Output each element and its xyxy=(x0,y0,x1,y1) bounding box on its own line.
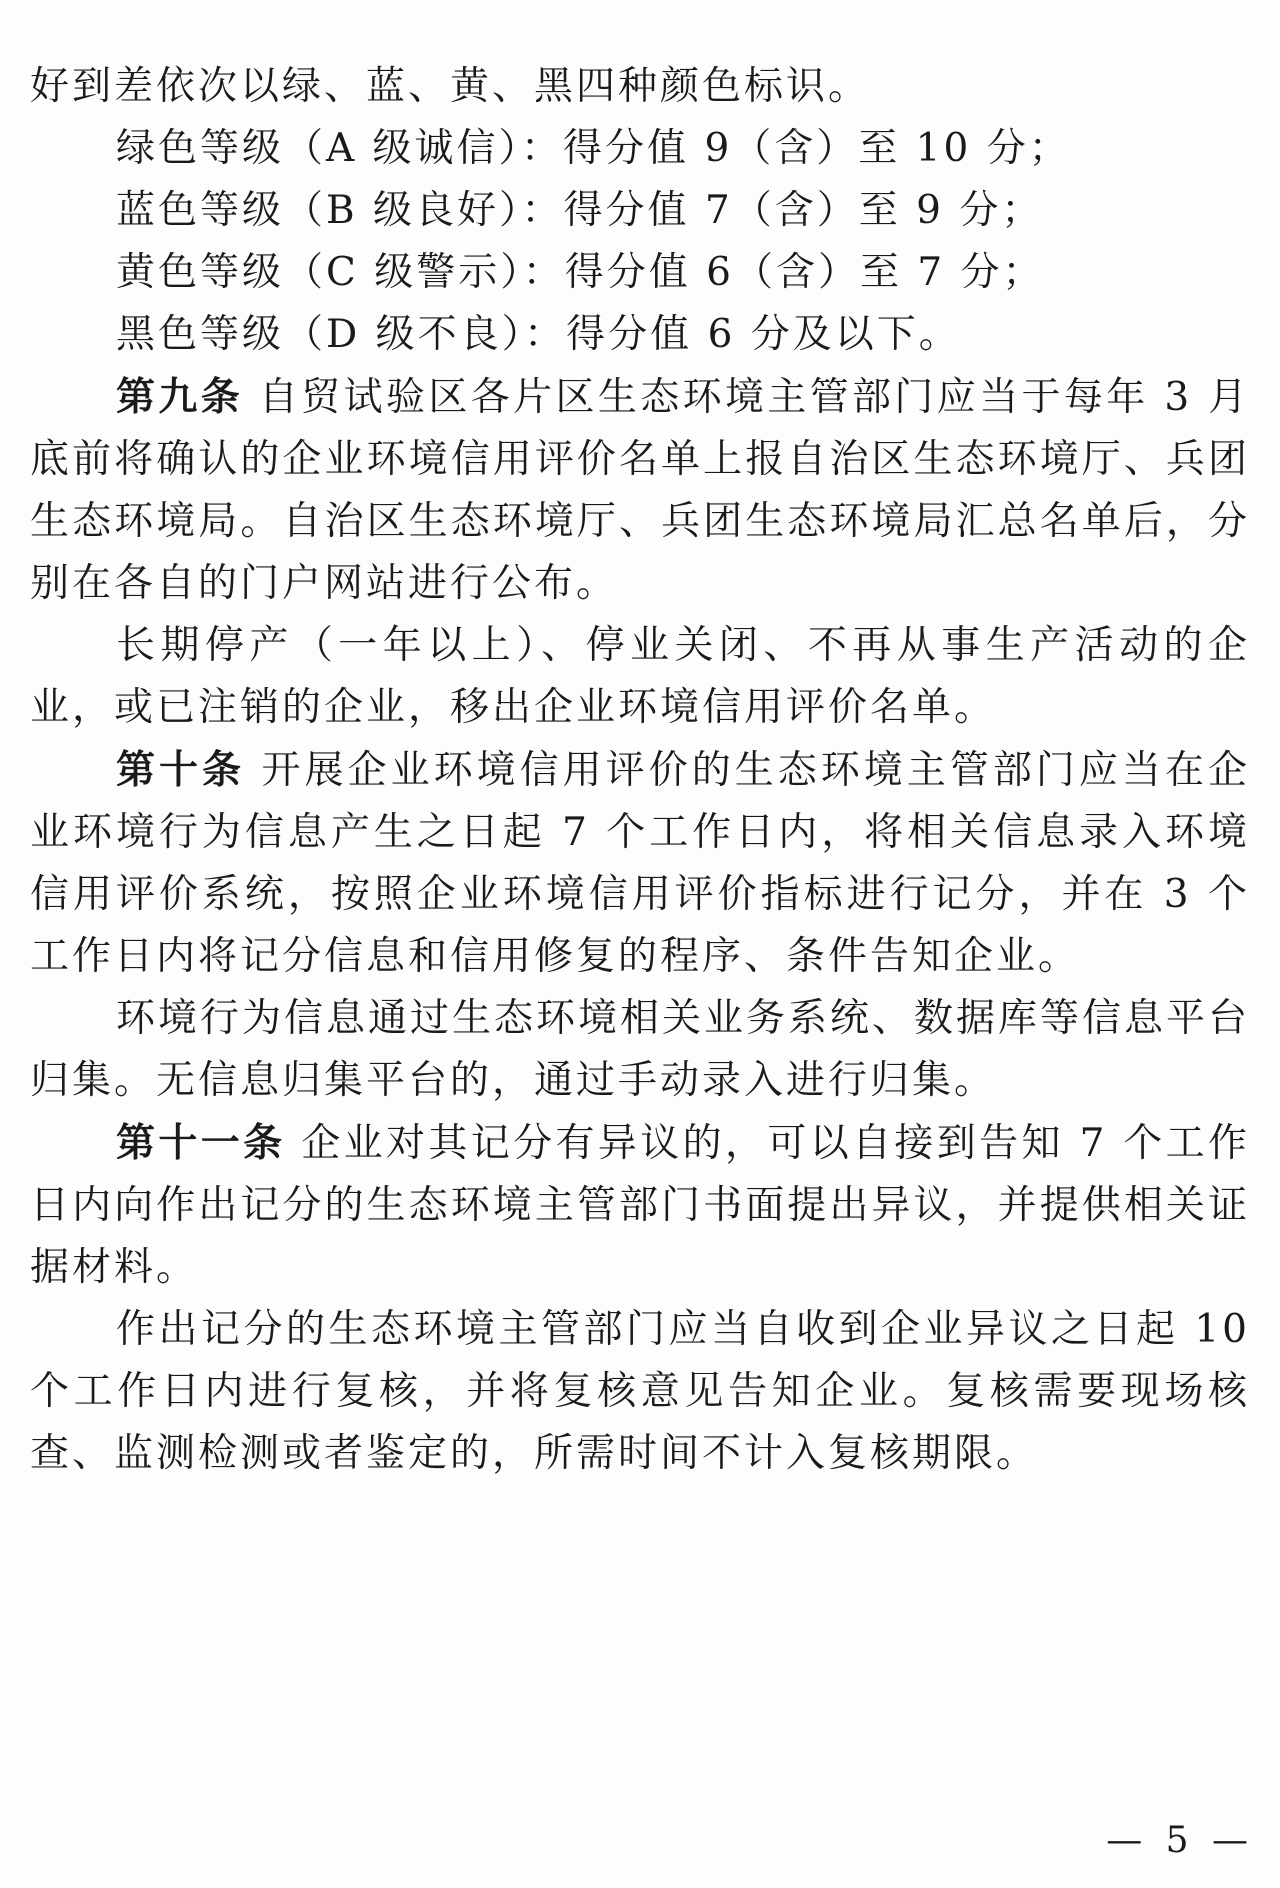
article-11-body: 企业对其记分有异议的，可以自接到告知 7 个工作日内向作出记分的生态环境主管部门书面提出异议，并提供相关证据材料。 xyxy=(30,1121,1250,1290)
article-10-second-paragraph: 环境行为信息通过生态环境相关业务系统、数据库等信息平台归集。无信息归集平台的，通过手动录入进行归集。 xyxy=(30,996,1251,1103)
grade-green-line: 绿色等级（A 级诚信）：得分值 9（含）至 10 分； xyxy=(116,126,1071,171)
grade-blue-line: 蓝色等级（B 级良好）：得分值 7（含）至 9 分； xyxy=(116,188,1044,233)
article-11-second-paragraph: 作出记分的生态环境主管部门应当自收到企业异议之日起 10 个工作日内进行复核，并将复核意见告知企业。复核需要现场核查、监测检测或者鉴定的，所需时间不计入复核期限。 xyxy=(30,1307,1250,1476)
article-10-paragraph xyxy=(30,739,1250,988)
document-body xyxy=(30,56,1250,1485)
article-11-heading: 第十一条 xyxy=(116,1120,286,1166)
grade-yellow-line: 黄色等级（C 级警示）：得分值 6（含）至 7 分； xyxy=(116,250,1045,295)
article-11-paragraph xyxy=(30,1112,1250,1299)
article-9-heading: 第九条 xyxy=(116,374,244,420)
intro-tail-line: 好到差依次以绿、蓝、黄、黑四种颜色标识。 xyxy=(30,64,871,109)
article-9-paragraph xyxy=(30,366,1250,615)
article-10-body: 开展企业环境信用评价的生态环境主管部门应当在企业环境行为信息产生之日起 7 个工作日内，将相关信息录入环境信用评价系统，按照企业环境信用评价指标进行记分，并在 3 个工作日内将记分信息和信用修复的程序、条件告知企业。 xyxy=(30,748,1250,979)
article-9-second-paragraph: 长期停产（一年以上）、停业关闭、不再从事生产活动的企业，或已注销的企业，移出企业环境信用评价名单。 xyxy=(30,623,1250,730)
article-9-body: 自贸试验区各片区生态环境主管部门应当于每年 3 月底前将确认的企业环境信用评价名单上报自治区生态环境厅、兵团生态环境局。自治区生态环境厅、兵团生态环境局汇总名单后，分别在各自的门户网站进行公布。 xyxy=(30,375,1250,606)
grade-black-line: 黑色等级（D 级不良）：得分值 6 分及以下。 xyxy=(116,312,961,357)
article-10-heading: 第十条 xyxy=(116,747,246,793)
page-number: — 5 — xyxy=(1106,1820,1254,1861)
